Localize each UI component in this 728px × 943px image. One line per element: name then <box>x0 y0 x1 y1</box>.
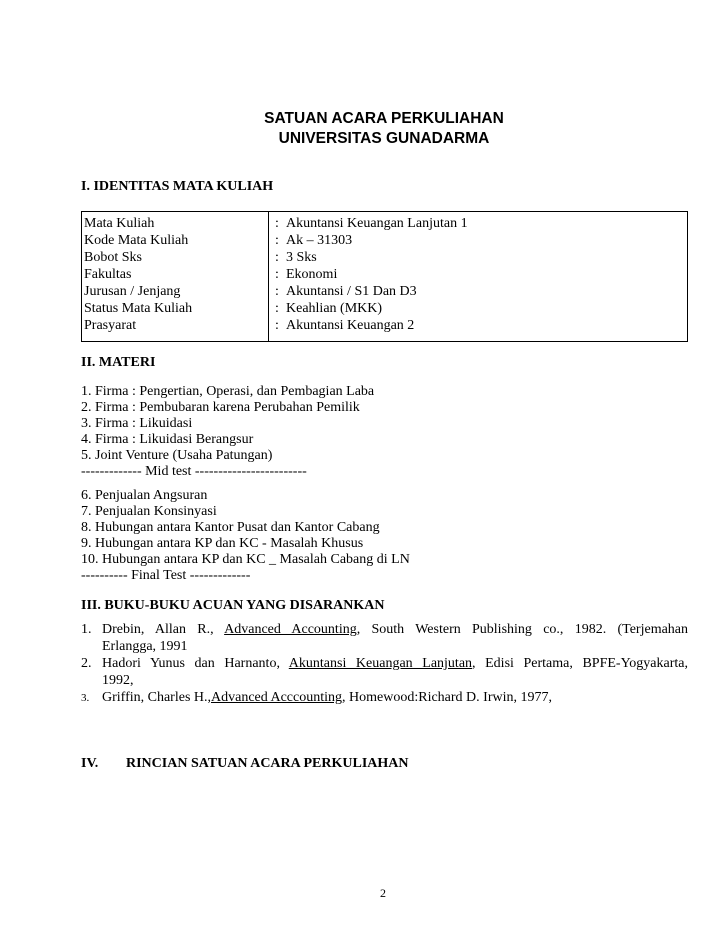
identity-table <box>81 211 688 342</box>
section-heading-rincian: RINCIAN SATUAN ACARA PERKULIAHAN <box>126 756 409 771</box>
reference-book-title: Advanced Accounting <box>224 622 357 637</box>
section-heading-buku-acuan: III. BUKU-BUKU ACUAN YANG DISARANKAN <box>81 598 385 613</box>
reference-continuation: 1992, <box>102 673 134 688</box>
document-subtitle: UNIVERSITAS GUNADARMA <box>278 130 490 147</box>
identity-label: Bobot Sks <box>84 250 142 265</box>
identity-label: Jurusan / Jenjang <box>84 284 181 299</box>
materi-item: 2. Firma : Pembubaran karena Perubahan Pemilik <box>81 400 360 415</box>
reference-text: Hadori Yunus dan Harnanto, Akuntansi Keuangan Lanjutan, Edisi Pertama, BPFE-Yogyakarta, <box>102 656 688 671</box>
identity-value: Ekonomi <box>286 267 338 282</box>
identity-label: Mata Kuliah <box>84 216 155 231</box>
identity-colon: : <box>275 301 279 316</box>
reference-book-title: Akuntansi Keuangan Lanjutan <box>288 656 473 671</box>
identity-colon: : <box>275 250 279 265</box>
reference-continuation: Erlangga, 1991 <box>102 639 188 654</box>
identity-colon: : <box>275 233 279 248</box>
identity-value: Akuntansi / S1 Dan D3 <box>286 284 417 299</box>
identity-value: 3 Sks <box>286 250 317 265</box>
materi-item: 4. Firma : Likuidasi Berangsur <box>81 432 254 447</box>
identity-label: Status Mata Kuliah <box>84 301 193 316</box>
identity-colon: : <box>275 318 279 333</box>
reference-number: 1. <box>81 622 92 637</box>
identity-colon: : <box>275 267 279 282</box>
materi-item: 5. Joint Venture (Usaha Patungan) <box>81 448 273 463</box>
identity-colon: : <box>275 216 279 231</box>
materi-item: 8. Hubungan antara Kantor Pusat dan Kantor Cabang <box>81 520 380 535</box>
identity-divider <box>268 211 269 342</box>
identity-value: Akuntansi Keuangan 2 <box>286 318 415 333</box>
section-heading-materi: II. MATERI <box>81 355 156 370</box>
reference-book-title: Advanced Acccounting <box>211 690 343 705</box>
document-title: SATUAN ACARA PERKULIAHAN <box>264 110 504 127</box>
identity-value: Akuntansi Keuangan Lanjutan 1 <box>286 216 468 231</box>
materi-item: 3. Firma : Likuidasi <box>81 416 193 431</box>
section-heading-identitas: I. IDENTITAS MATA KULIAH <box>81 179 274 194</box>
identity-value: Ak – 31303 <box>286 233 353 248</box>
materi-item: 10. Hubungan antara KP dan KC _ Masalah Cabang di LN <box>81 552 410 567</box>
final-test-separator: ---------- Final Test ------------- <box>81 568 251 583</box>
identity-label: Prasyarat <box>84 318 137 333</box>
identity-colon: : <box>275 284 279 299</box>
page-number: 2 <box>380 886 386 900</box>
materi-item: 9. Hubungan antara KP dan KC - Masalah Khusus <box>81 536 364 551</box>
identity-label: Kode Mata Kuliah <box>84 233 189 248</box>
materi-item: 7. Penjualan Konsinyasi <box>81 504 217 519</box>
materi-item: 1. Firma : Pengertian, Operasi, dan Pembagian Laba <box>81 384 375 399</box>
reference-number: 3. <box>81 692 90 704</box>
reference-number: 2. <box>81 656 92 671</box>
reference-text: Drebin, Allan R., Advanced Accounting, South Western Publishing co., 1982. (Terjemahan <box>102 622 689 637</box>
identity-value: Keahlian (MKK) <box>286 301 383 316</box>
section-number-iv: IV. <box>81 756 99 771</box>
mid-test-separator: ------------- Mid test ------------------------ <box>81 464 307 479</box>
identity-label: Fakultas <box>84 267 132 282</box>
reference-text: Griffin, Charles H.,Advanced Acccounting, Homewood:Richard D. Irwin, 1977, <box>102 690 552 705</box>
materi-item: 6. Penjualan Angsuran <box>81 488 208 503</box>
